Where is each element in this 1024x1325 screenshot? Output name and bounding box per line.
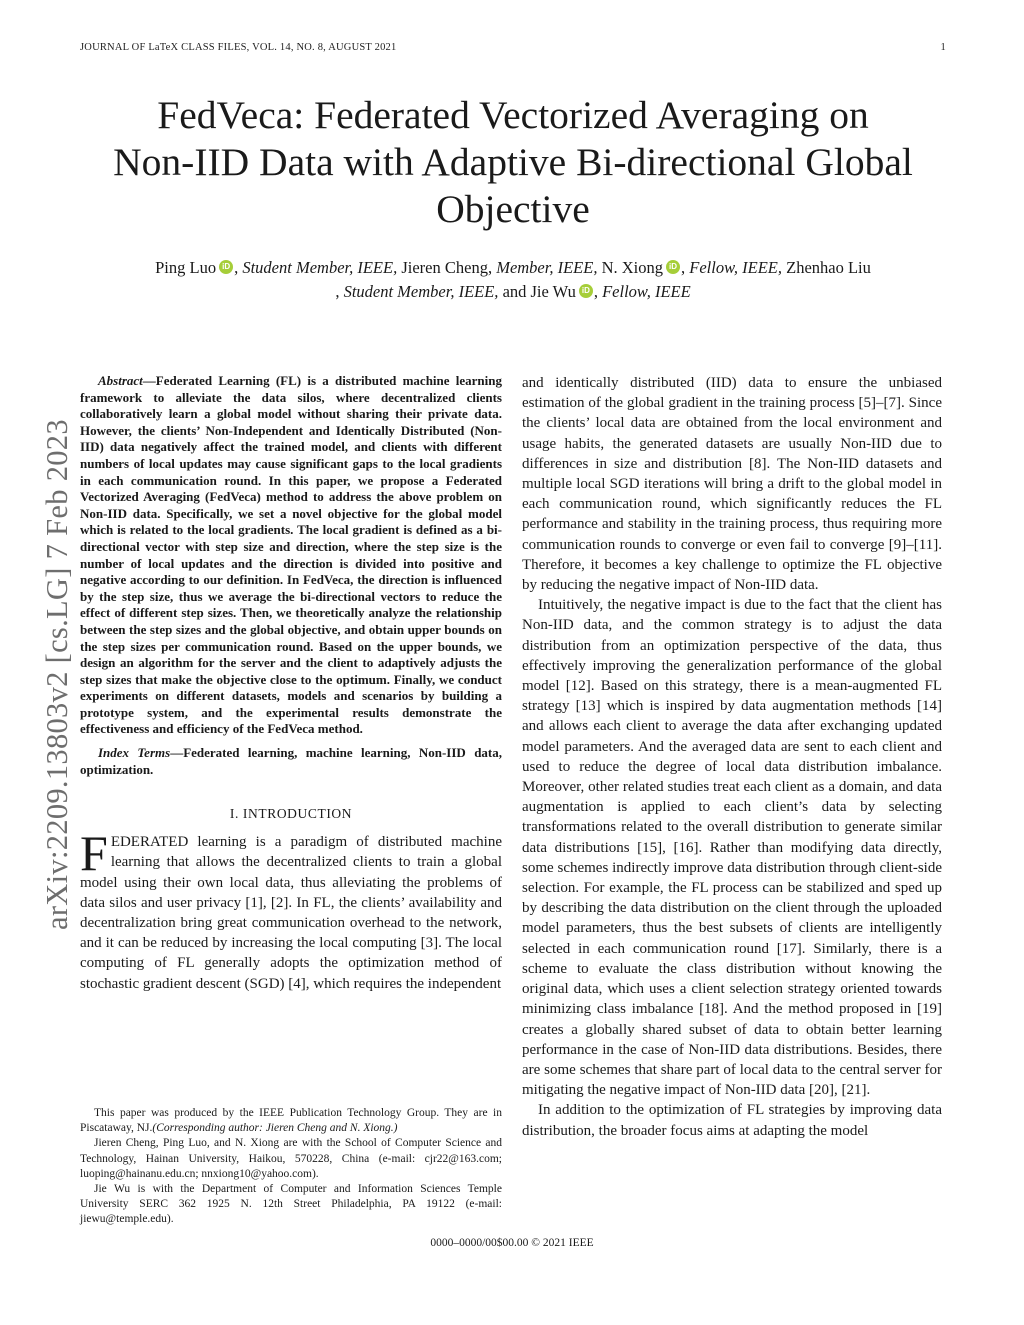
abstract-text: —Federated Learning (FL) is a distributed machine learning framework to alleviate the data silos, where decentralized clients collaboratively learn a global model without sharing their private data. However, the clients’ Non-Independent and Identically Distributed (Non-IID) data negatively affect the trained model, and clients with different numbers of local updates may cause significant gaps to the local gradients in each communication round. In this paper, we propose a Federated Vectorized Averaging (FedVeca) method to address the above problem on Non-IID data. Specifically, we set a novel objective for the global model which is related to the local gradients. The local gradient is defined as a bi-directional vector with step size and direction, where the step size is the number of local updates and the direction is divided into positive and negative according to our definition. In FedVeca, the direction is influenced by the step size, thus we average the bi-directional vectors to reduce the effect of different step sizes. Then, we theoretically analyze the relationship between the step sizes and the global objective, and obtain upper bounds on the step sizes per communication round. Based on the upper bounds, we design an algorithm for the server and the client to adaptively adjusts the step sizes that make the objective close to the optimum. Finally, we conduct experiments on different datasets, models and scenarios by building a prototype system, and the experimental results demonstrate the effectiveness and efficiency of the FedVeca method. [80,373,502,737]
footnote-affiliation-hainan: Jieren Cheng, Ping Luo, and N. Xiong are with the School of Computer Science and Technology, Hainan University, Haikou, 570228, China (e-mail: cjr22@163.com; luoping@hainanu.edu.cn; nnxiong10@yahoo.com). [80,1137,502,1180]
footnote-affiliation-temple: Jie Wu is with the Department of Computer and Information Sciences Temple University SERC 362 1925 N. 12th Street Philadelphia, PA 19122 (e-mail: jiewu@temple.edu). [80,1183,502,1226]
drop-cap: F [80,825,108,882]
intro-paragraph-1-continued: and identically distributed (IID) data to ensure the unbiased estimation of the global gradient in the training process [5]–[7]. Since the clients’ local data are obtained from the local environment and usage habits, the generated datasets are usually Non-IID due to differences in size and distribution [8]. The Non-IID datasets and multiple local SGD iterations will bring a drift to the global model in each communication round, which significantly reduces the FL performance and stability in the training process, thus requiring more communication rounds to converge or even fail to converge [9]–[11]. Therefore, it becomes a key challenge to optimize the FL objective by reducing the negative impact of Non-IID data. [522,375,942,594]
intro-paragraph-1 [80,825,502,994]
intro-paragraph-3: In addition to the optimization of FL strategies by improving data distribution, the broader focus aims at adapting the model [522,1102,942,1139]
author-list [80,256,946,304]
paragraph-text: EDERATED learning is a paradigm of distributed machine learning that allows the decentralized clients to train a global model using their own local data, thus alleviating the problems of data silos and user privacy [1], [2]. In FL, the clients’ availability and decentralization bring great communication overhead to the network, and it can be reduced by increasing the local computing [3]. The local computing of FL generally adopts the optimization method of stochastic gradient descent (SGD) [4], which requires the independent [80,834,502,992]
title-line-2: Non-IID Data with Adaptive Bi-directional Global [113,140,913,184]
paper-title [80,92,946,233]
orcid-icon[interactable]: iD [219,260,233,274]
index-terms-label: Index Terms [98,745,171,761]
left-column [80,373,502,994]
orcid-icon[interactable]: iD [579,284,593,298]
section-heading-introduction: I. INTRODUCTION [229,806,353,822]
footnote-text: This paper was produced by the IEEE Publication Technology Group. They are in Piscataway, NJ. [80,1107,502,1135]
journal-name: JOURNAL OF LaTeX CLASS FILES, VOL. 14, NO. 8, AUGUST 2021 [80,42,397,53]
author-name: Ping Luo [155,258,217,277]
author-name: Jieren Cheng, [401,258,493,277]
title-line-1: FedVeca: Federated Vectorized Averaging on [157,93,869,137]
arxiv-identifier[interactable]: arXiv:2209.13803v2 [cs.LG] 7 Feb 2023 [40,419,74,930]
author-role: Student Member, IEEE, [242,258,398,277]
author-role: Fellow, IEEE [602,282,691,301]
running-header [80,42,946,53]
author-role: Student Member, IEEE, [343,282,499,301]
page-number: 1 [940,42,946,53]
index-terms-text: —Federated learning, machine learning, Non-IID data, optimization. [80,745,502,777]
author-line-1: Ping Luo iD , Student Member, IEEE, Jieren Cheng, Member, IEEE, N. Xiong iD , Fellow, IEEE, Zhenhao Liu [155,258,871,277]
index-terms [80,745,502,778]
author-name: Zhenhao Liu [786,258,871,277]
author-name: and Jie Wu [502,282,576,301]
author-line-2: , Student Member, IEEE, and Jie Wu iD , Fellow, IEEE [335,282,691,301]
footnotes [80,1106,502,1228]
abstract-label: Abstract [98,373,143,388]
intro-paragraph-2: Intuitively, the negative impact is due to the fact that the client has Non-IID data, and the common strategy is to adjust the data distribution from an optimization perspective of the data, thus effectively improving the generalization performance of the global model [12]. Based on this strategy, there is a mean-augmented FL strategy [13] which is inspired by data augmentation methods [14] and allows each client to average the data after exchanging updated model parameters. And the averaged data are sent to each client and used to reduce the degree of local data distribution imbalance. Moreover, other related studies treat each client as a domain, and data augmentation is applied to each client’s data by selecting transformations related to the overall distribution to generate similar data distributions [15], [16]. Rather than modifying data directly, some schemes indirectly improve data distribution through client-side selection. For example, the FL process can be stabilized and sped up by describing the data distribution on the client through the uploaded model parameters, thus the best subsets of clients are intelligently selected in each communication round [17]. Similarly, there is a scheme to evaluate the class distribution without knowing the original data, which uses a client selection strategy oriented towards minimizing class imbalance [18]. And the method proposed in [19] creates a globally shared subset of data to obtain better learning performance in the case of Non-IID data distributions. Besides, there are some schemes that share part of local data to the central server for mitigating the negative impact of Non-IID data [20], [21]. [522,597,942,1099]
footnote-production [80,1106,502,1136]
title-line-3: Objective [436,187,590,231]
abstract [80,373,502,738]
author-role: Member, IEEE, [496,258,598,277]
author-name: N. Xiong [601,258,664,277]
author-role: Fellow, IEEE, [689,258,782,277]
copyright-footer: 0000–0000/00$00.00 © 2021 IEEE [430,1237,594,1249]
corresponding-author-note: (Corresponding author: Jieren Cheng and N. Xiong.) [152,1122,398,1135]
orcid-icon[interactable]: iD [666,260,680,274]
right-column [522,373,942,1141]
